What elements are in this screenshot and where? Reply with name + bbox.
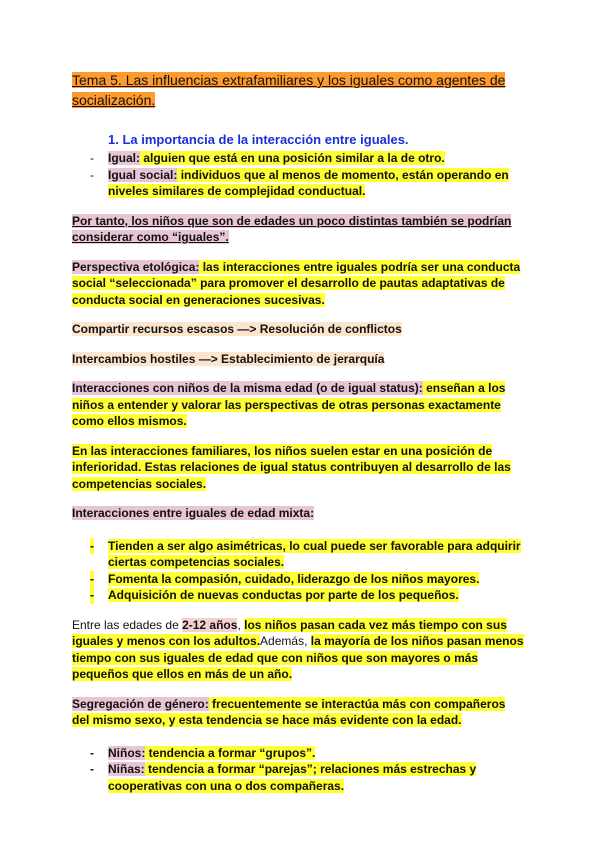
paragraph-edad-mixta: Interacciones entre iguales de edad mixta:	[72, 506, 315, 520]
list-item: - Niñas: tendencia a formar “parejas”; relaciones más estrechas y cooperativas con una o dos compañeras.	[90, 762, 477, 793]
paragraph-compartir: Compartir recursos escasos —> Resolución de conflictos	[72, 322, 402, 336]
list-item: - Fomenta la compasión, cuidado, liderazgo de los niños mayores.	[90, 571, 480, 586]
list-item: - Igual: alguien que está en una posición similar a la de otro.	[90, 151, 445, 165]
paragraph-perspectiva-etologica: Perspectiva etológica: las interacciones entre iguales podría ser una conducta social “seleccionada” para promover el desarrollo de pautas adaptativas de conducta social en generaciones sucesivas.	[72, 259, 521, 307]
section-heading: 1. La importancia de la interacción entre iguales.	[108, 132, 409, 147]
list-item: - Igual social: individuos que al menos de momento, están operando en niveles similares de complejidad conductual.	[90, 167, 509, 198]
paragraph-misma-edad: Interacciones con niños de la misma edad (o de igual status): enseñan a los niños a entender y valorar las perspectivas de otras personas exactamente como ellos mismos.	[72, 381, 506, 428]
list-item: - Tienden a ser algo asimétricas, lo cual puede ser favorable para adquirir ciertas competencias sociales.	[90, 538, 521, 569]
paragraph-intercambios: Intercambios hostiles —> Establecimiento de jerarquía	[72, 351, 385, 366]
paragraph-segregacion-genero: Segregación de género: frecuentemente se interactúa más con compañeros del mismo sexo, y esta tendencia se hace más evidente con la edad.	[72, 696, 506, 727]
document-page	[72, 70, 524, 794]
definition-list	[72, 150, 524, 200]
paragraph-familiares: En las interacciones familiares, los niños suelen estar en una posición de inferioridad. Estas relaciones de igual status contribuyen al desarrollo de las competencias sociales.	[72, 443, 511, 491]
mixta-list	[72, 538, 524, 604]
paragraph-por-tanto: Por tanto, los niños que son de edades un poco distintas también se podrían considerar como “iguales”.	[72, 213, 512, 244]
list-item: - Adquisición de nuevas conductas por parte de los pequeños.	[90, 588, 459, 602]
paragraph-edades: Entre las edades de 2-12 años, los niños pasan cada vez más tiempo con sus iguales y menos con los adultos.Además, la mayoría de los niños pasan menos tiempo con sus iguales de edad que con niños que son mayores o más pequeños que ellos en más de un año.	[72, 617, 524, 681]
genero-list	[72, 745, 524, 795]
page-title: Tema 5. Las influencias extrafamiliares y los iguales como agentes de socialización.	[72, 72, 506, 108]
list-item: - Niños: tendencia a formar “grupos”.	[90, 745, 316, 760]
